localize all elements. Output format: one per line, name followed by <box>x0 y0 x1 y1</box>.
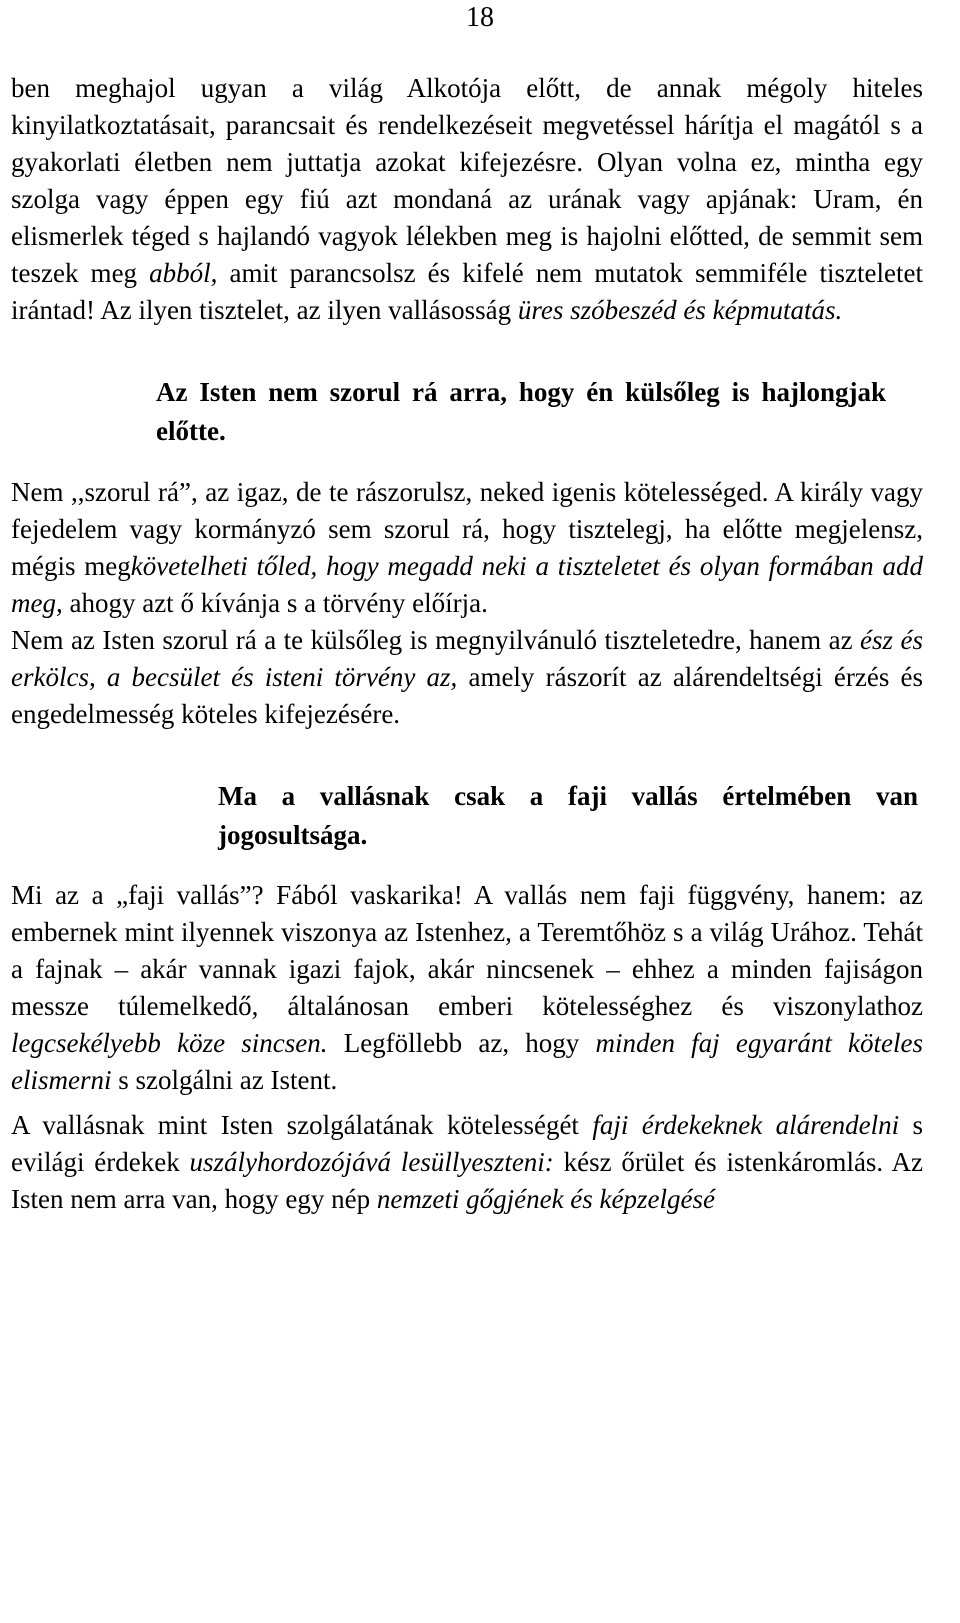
section-heading-2: Ma a vallásnak csak a faji vallás értelmében van jogosultsága. <box>218 781 918 850</box>
italic-text-run: faji érdekeknek alárendelni <box>592 1110 900 1140</box>
page-content <box>11 70 923 1218</box>
text-run: A vallásnak mint Isten szolgálatának kötelességét <box>11 1110 593 1140</box>
text-run: ben meghajol ugyan a világ Alkotója előtt, de annak mégoly hiteles kinyilatkoztatásait, parancsait és rendelkezéseit megvetéssel hárítja el magától s a gyakorlati életben nem juttatja azokat kifejezésre. Olyan volna ez, mintha egy szolga vagy éppen egy fiú azt mondaná az urának vagy apjának: Uram, én elismerlek téged s hajlandó vagyok lélekben meg is hajolni előtted, de semmit sem teszek meg <box>11 73 923 288</box>
page-number: 18 <box>466 2 494 33</box>
paragraph-2 <box>11 474 923 622</box>
italic-text-run: uszályhordozójává lesüllyeszteni: <box>189 1147 554 1177</box>
text-run: Nem az Isten szorul rá a te külsőleg is megnyilvánuló tiszteletedre, hanem az <box>11 625 861 655</box>
text-run: s szolgálni az Istent. <box>111 1065 338 1095</box>
italic-text-run: üres szóbeszéd és képmutatás. <box>517 295 843 325</box>
italic-text-run: nemzeti gőgjének és képzelgésé <box>376 1184 715 1214</box>
italic-text-run: minden faj egyaránt köteles elismerni <box>11 1028 923 1095</box>
text-run: Mi az a „faji vallás”? Fából vaskarika! A vallás nem faji függvény, hanem: az embernek mint ilyennek viszonya az Istenhez, a Teremtőhöz s a világ Urához. Tehát a fajnak – akár vannak igazi fajok, akár nincsenek – ehhez a minden fajiságon messze túlemelkedő, általánosan emberi kötelességhez és viszonylathoz <box>11 880 923 1021</box>
italic-text-run: ész és erkölcs, a becsület és isteni törvény az, <box>11 625 924 692</box>
text-run: amit parancsolsz és kifelé nem mutatok semmiféle tiszteletet irántad! Az ilyen tisztelet, az ilyen vallásosság <box>11 258 923 325</box>
text-run: amely rászorít az alárendeltségi érzés és engedelmesség köteles kifejezésére. <box>11 662 923 729</box>
paragraph-5 <box>11 1107 923 1218</box>
paragraph-3 <box>11 622 923 733</box>
paragraph-1 <box>11 70 923 329</box>
text-run: kész őrület és istenkáromlás. Az Isten nem arra van, hogy egy nép <box>11 1147 923 1214</box>
italic-text-run: legcsekélyebb köze sincsen. <box>11 1028 328 1058</box>
text-run: s evilági érdekek <box>11 1110 924 1177</box>
italic-text-run: követelheti tőled, hogy megadd neki a tiszteletet és olyan formában add meg, <box>11 551 923 618</box>
italic-text-run: abból, <box>149 258 218 288</box>
text-run: Legföllebb az, hogy <box>327 1028 596 1058</box>
text-run: Nem ,,szorul rá”, az igaz, de te rászorulsz, neked igenis kötelességed. A király vagy fejedelem vagy kormányzó sem szorul rá, hogy tisztelegj, ha előtte megjelensz, mégis meg <box>11 477 923 581</box>
text-run: ahogy azt ő kívánja s a törvény előírja. <box>62 588 488 618</box>
paragraph-4 <box>11 877 923 1099</box>
section-heading-1: Az Isten nem szorul rá arra, hogy én külsőleg is hajlongjak előtte. <box>156 377 886 446</box>
